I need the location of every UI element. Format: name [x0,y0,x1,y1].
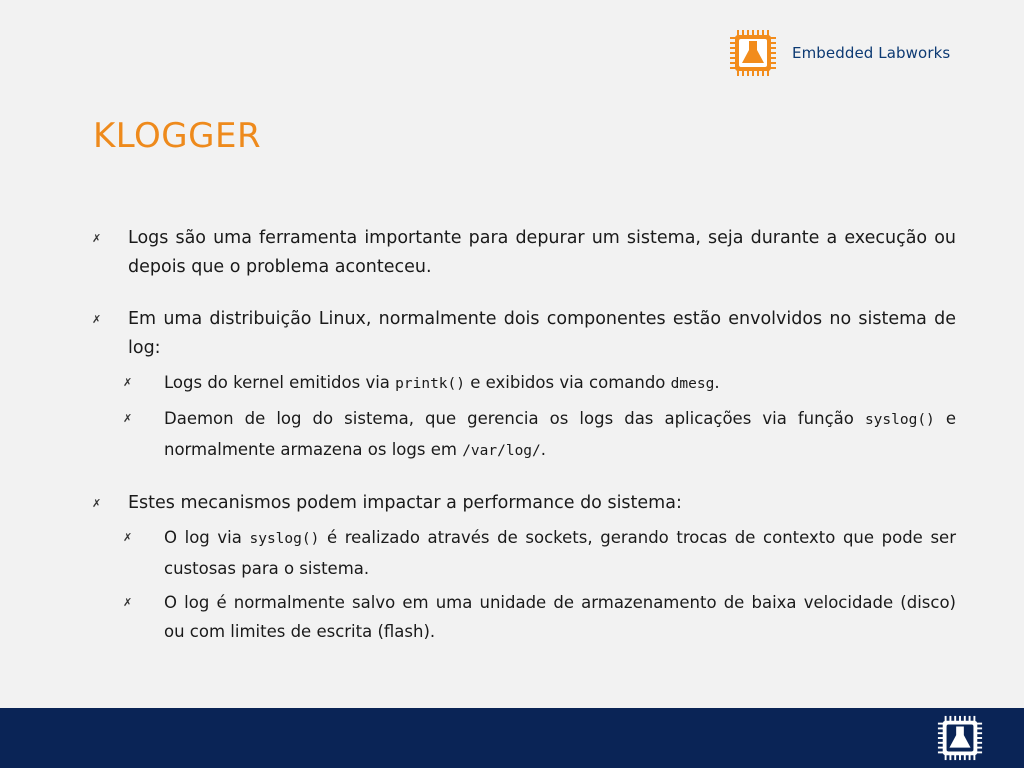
sub-list-item [92,404,956,466]
list-item [92,224,956,282]
bullet-text: Logs do kernel emitidos via printk() e exibidos via comando dmesg. [164,373,720,392]
code-printk: printk() [395,376,465,392]
code-syslog: syslog() [864,412,935,428]
code-syslog: syslog() [249,531,320,547]
page-title: KLOGGER [93,116,262,156]
brand-label: Embedded Labworks [792,44,951,62]
code-dmesg: dmesg [670,376,715,392]
bullet-x-icon: ✗ [92,313,102,326]
list-item [92,305,956,363]
bullet-text: Logs são uma ferramenta importante para depurar um sistema, seja durante a execução ou depois que o problema aconteceu. [128,228,956,277]
list-item [92,489,956,518]
sub-list-item [92,368,956,399]
code-var-log: /var/log/ [462,443,541,459]
bullet-text: O log via syslog() é realizado através de sockets, gerando trocas de contexto que pode ser custosas para o sistema. [164,528,956,578]
bullet-text: Estes mecanismos podem impactar a performance do sistema: [128,493,682,513]
bullet-text: O log é normalmente salvo em uma unidade de armazenamento de baixa velocidade (disco) ou com limites de escrita (flash). [164,593,956,641]
bullet-x-icon: ✗ [123,596,133,609]
bullet-x-icon: ✗ [92,232,102,245]
bullet-x-icon: ✗ [123,531,133,544]
bullet-x-icon: ✗ [123,376,133,389]
chip-flask-icon [728,28,778,78]
chip-flask-icon [936,714,984,762]
bullet-list [92,224,956,646]
sub-list-item [92,523,956,583]
sub-list-item [92,588,956,646]
bullet-text: Em uma distribuição Linux, normalmente dois componentes estão envolvidos no sistema de log: [128,309,956,358]
bullet-x-icon: ✗ [92,497,102,510]
bullet-text: Daemon de log do sistema, que gerencia os logs das aplicações via função syslog() e normalmente armazena os logs em /var/log/. [164,409,956,459]
footer-bar [0,708,1024,768]
header-brand [728,28,950,78]
bullet-x-icon: ✗ [123,412,133,425]
